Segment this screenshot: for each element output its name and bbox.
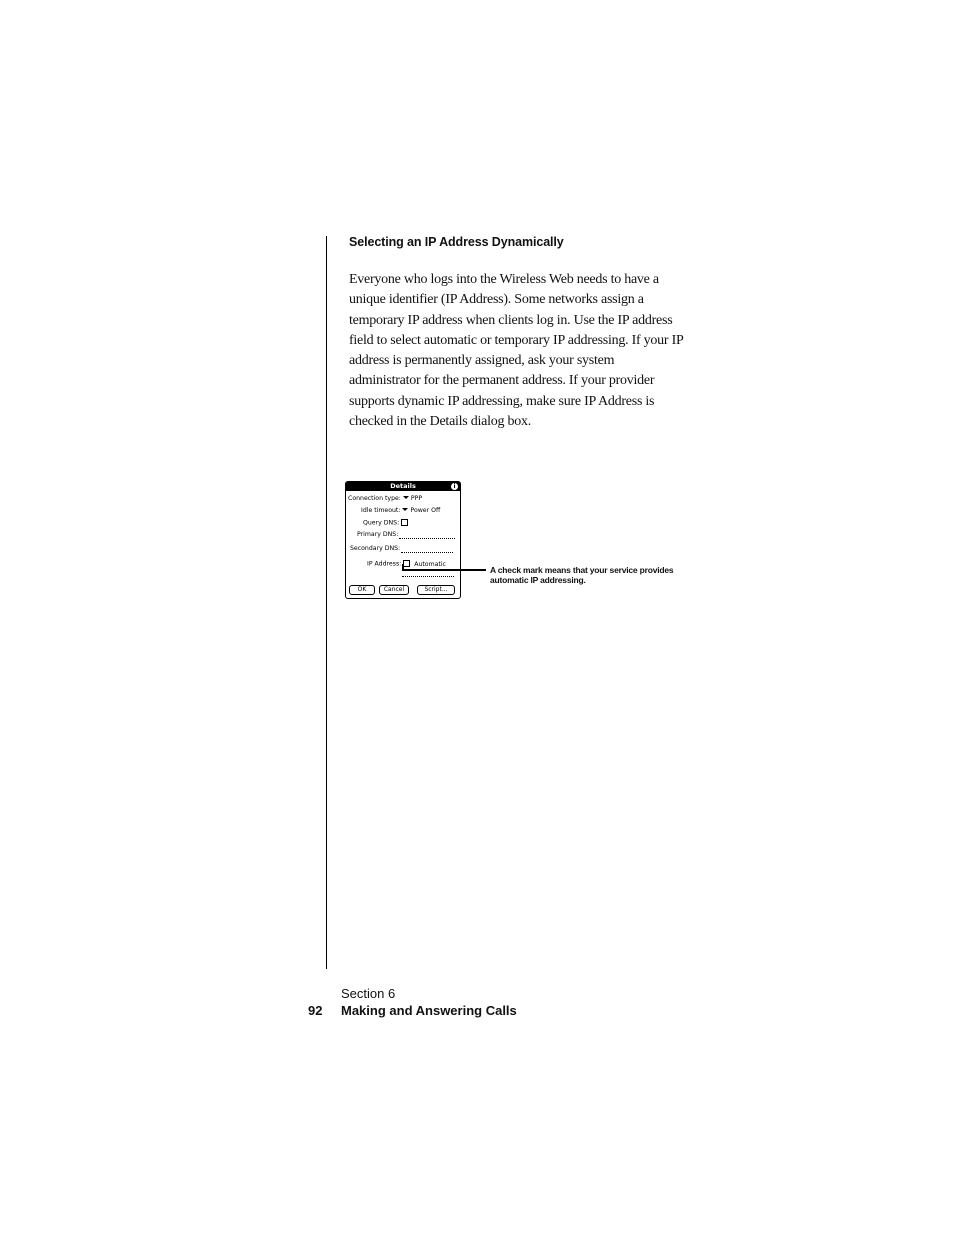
script-button: Script... [417, 585, 455, 595]
ip-address-label: IP Address: [367, 560, 402, 568]
callout-line: A check mark means that your service provides [490, 565, 674, 575]
ok-button: OK [349, 585, 375, 595]
primary-dns-row [357, 531, 455, 539]
query-dns-label: Query DNS: [363, 519, 400, 527]
ip-address-field [402, 572, 454, 577]
body-line: checked in the Details dialog box. [349, 414, 531, 430]
section-heading: Selecting an IP Address Dynamically [349, 235, 564, 249]
body-line: field to select automatic or temporary IP addressing. If your IP [349, 332, 684, 348]
secondary-dns-field [401, 546, 453, 553]
details-dialog-screenshot [345, 481, 461, 599]
margin-rule [326, 236, 327, 969]
dropdown-arrow-icon [402, 508, 408, 511]
ip-address-row [367, 560, 446, 569]
ip-address-checkbox [403, 560, 410, 567]
idle-timeout-value: Power Off [410, 507, 441, 514]
body-line: administrator for the permanent address. If your provider [349, 373, 655, 389]
query-dns-checkbox [401, 519, 408, 526]
page-number: 92 [308, 1003, 323, 1018]
dialog-title: Details [390, 482, 416, 490]
primary-dns-field [399, 532, 455, 539]
callout-caption [490, 565, 690, 585]
connection-type-row [348, 495, 422, 503]
connection-type-label: Connection type: [348, 495, 401, 502]
secondary-dns-row [350, 545, 453, 553]
callout-leader-line [402, 569, 486, 571]
connection-type-value: PPP [410, 495, 423, 502]
cancel-button: Cancel [379, 585, 409, 595]
primary-dns-label: Primary DNS: [357, 531, 399, 538]
secondary-dns-label: Secondary DNS: [350, 545, 401, 552]
idle-timeout-label: Idle timeout: [361, 507, 401, 514]
chapter-title: Making and Answering Calls [341, 1003, 517, 1018]
query-dns-row [363, 519, 408, 528]
body-paragraph [349, 270, 684, 432]
body-line: temporary IP address when clients log in. Use the IP address [349, 312, 673, 328]
footer-section: Section 6 [341, 986, 396, 1001]
info-icon: i [451, 483, 458, 490]
body-line: address is permanently assigned, ask your system [349, 353, 615, 369]
ip-address-value: Automatic [414, 560, 446, 568]
body-line: Everyone who logs into the Wireless Web needs to have a [349, 272, 659, 287]
body-line: supports dynamic IP addressing, make sure IP Address is [349, 393, 655, 409]
dialog-title-bar [346, 482, 460, 491]
idle-timeout-row [361, 507, 440, 515]
dropdown-arrow-icon [403, 496, 409, 499]
callout-line: automatic IP addressing. [490, 575, 586, 585]
body-line: unique identifier (IP Address). Some networks assign a [349, 292, 644, 308]
